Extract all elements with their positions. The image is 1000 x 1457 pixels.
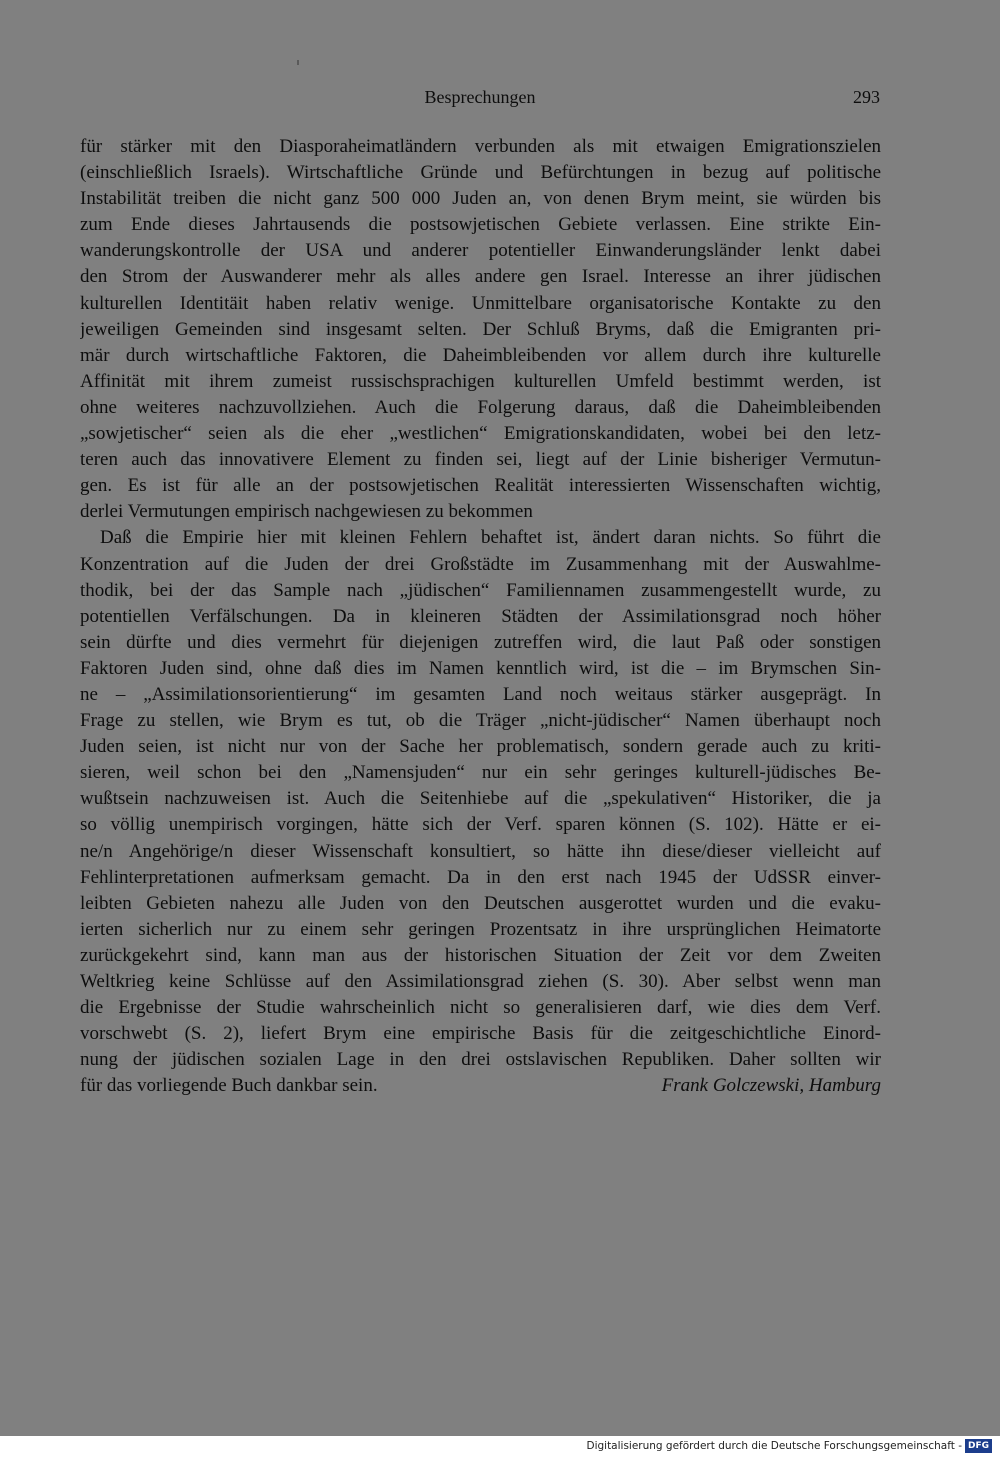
text-line: „sowjetischer“ seien als die eher „westlichen“ Emigrationskandidaten, wobei bei den letz-	[80, 423, 881, 445]
text-line: Frage zu stellen, wie Brym es tut, ob die Träger „nicht-jüdischer“ Namen überhaupt noch	[80, 710, 881, 732]
text-line: so völlig unempirisch vorgingen, hätte sich der Verf. sparen können (S. 102). Hätte er ei-	[80, 814, 881, 836]
text-line: ohne weiteres nachzuvollziehen. Auch die Folgerung daraus, daß die Daheimbleibenden	[80, 396, 881, 418]
text-line: jeweiligen Gemeinden sind insgesamt selten. Der Schluß Bryms, daß die Emigranten pri-	[80, 318, 881, 340]
text-line: zum Ende dieses Jahrtausends die postsowjetischen Gebiete verlassen. Eine strikte Ein-	[80, 214, 881, 236]
text-line: mär durch wirtschaftliche Faktoren, die Daheimbleibenden vor allem durch ihre kulturelle	[80, 344, 881, 366]
scan-speck	[297, 60, 299, 65]
dfg-logo: DFG	[965, 1439, 992, 1453]
closing-line-row	[80, 1073, 881, 1099]
text-line: Fehlinterpretationen aufmerksam gemacht. Da in den erst nach 1945 der UdSSR einver-	[80, 866, 881, 888]
text-line: ierten sicherlich nur zu einem sehr geringen Prozentsatz in ihre ursprünglichen Heimatorte	[80, 918, 881, 940]
paragraph-1	[80, 134, 881, 525]
text-line: Konzentration auf die Juden der drei Großstädte im Zusammenhang mit der Auswahlme-	[80, 553, 881, 575]
body-text	[80, 134, 881, 1099]
text-line: potentiellen Verfälschungen. Da in kleineren Städten der Assimilationsgrad noch höher	[80, 605, 881, 627]
text-line: gen. Es ist für alle an der postsowjetischen Realität interessierten Wissenschaften wichtig,	[80, 475, 881, 497]
closing-line: für das vorliegende Buch dankbar sein.	[80, 1075, 378, 1097]
text-line: ne/n Angehörige/n dieser Wissenschaft konsultiert, so hätte ihn diese/dieser vielleicht auf	[80, 840, 881, 862]
text-line: Juden seien, ist nicht nur von der Sache her problematisch, sondern gerade auch zu kriti-	[80, 736, 881, 758]
text-line: nung der jüdischen sozialen Lage in den drei ostslavischen Republiken. Daher sollten wir	[80, 1049, 881, 1071]
text-line: derlei Vermutungen empirisch nachgewiesen zu bekommen	[80, 501, 533, 523]
text-line: leibten Gebieten nahezu alle Juden von den Deutschen ausgerottet wurden und die evaku-	[80, 892, 881, 914]
funding-notice: Digitalisierung gefördert durch die Deutsche Forschungsgemeinschaft -	[586, 1440, 962, 1452]
text-line: sein dürfte und dies vermehrt für diejenigen zutreffen wird, die laut Paß oder sonstigen	[80, 631, 881, 653]
text-line: (einschließlich Israels). Wirtschaftliche Gründe und Befürchtungen in bezug auf politische	[80, 162, 881, 184]
text-line: teren auch das innovativere Element zu finden sei, liegt auf der Linie bisheriger Vermutun-	[80, 449, 881, 471]
text-line: sieren, weil schon bei den „Namensjuden“ nur ein sehr geringes kulturell-jüdisches Be-	[80, 762, 881, 784]
text-line: zurückgekehrt sind, kann man aus der historischen Situation der Zeit vor dem Zweiten	[80, 944, 881, 966]
page-number: 293	[853, 87, 880, 107]
text-line: ne – „Assimilationsorientierung“ im gesamten Land noch weitaus stärker ausgeprägt. In	[80, 683, 881, 705]
text-line: Daß die Empirie hier mit kleinen Fehlern behaftet ist, ändert daran nichts. So führt die	[100, 527, 881, 549]
running-head-title: Besprechungen	[424, 87, 536, 107]
text-line: Affinität mit ihrem zumeist russischsprachigen kulturellen Umfeld bestimmt werden, ist	[80, 370, 881, 392]
text-line: wußtsein nachzuweisen ist. Auch die Seitenhiebe auf die „spekulativen“ Historiker, die ja	[80, 788, 881, 810]
text-line: Instabilität treiben die nicht ganz 500 000 Juden an, von denen Brym meint, sie würden bis	[80, 188, 881, 210]
text-line: Faktoren Juden sind, ohne daß dies im Namen kenntlich wird, ist die – im Brymschen Sin-	[80, 657, 881, 679]
paragraph-2	[80, 525, 881, 1099]
text-line: kulturellen Identitäit haben relativ wenige. Unmittelbare organisatorische Kontakte zu den	[80, 292, 881, 314]
text-line: vorschwebt (S. 2), liefert Brym eine empirische Basis für die zeitgeschichtliche Einord-	[80, 1023, 881, 1045]
text-line: thodik, bei der das Sample nach „jüdischen“ Familiennamen zusammengestellt wurde, zu	[80, 579, 881, 601]
text-line: für stärker mit den Diasporaheimatländern verbunden als mit etwaigen Emigrationszielen	[80, 136, 881, 157]
text-line: die Ergebnisse der Studie wahrscheinlich nicht so generalisieren darf, wie dies dem Verf.	[80, 997, 881, 1019]
digitization-footer	[0, 1436, 1000, 1457]
review-signature: Frank Golczewski, Hamburg	[661, 1075, 881, 1097]
text-line: den Strom der Auswanderer mehr als alles andere gen Israel. Interesse an ihrer jüdischen	[80, 266, 881, 288]
running-head	[80, 86, 880, 108]
text-line: Weltkrieg keine Schlüsse auf den Assimilationsgrad ziehen (S. 30). Aber selbst wenn man	[80, 971, 881, 992]
text-line: wanderungskontrolle der USA und anderer potentieller Einwanderungsländer lenkt dabei	[80, 240, 881, 262]
